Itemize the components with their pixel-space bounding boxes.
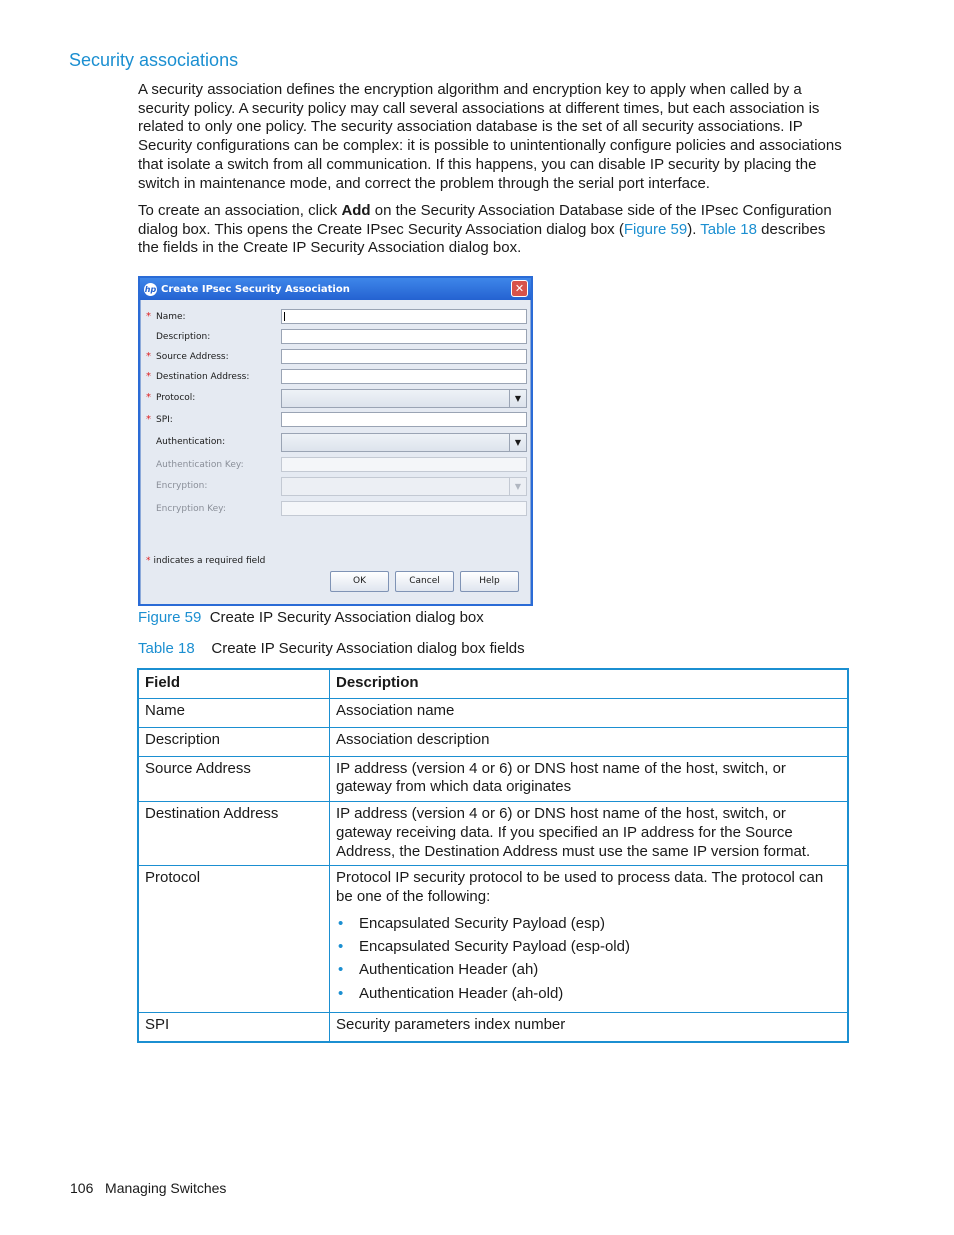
hp-logo-icon: hp (144, 284, 157, 294)
table-caption (138, 640, 525, 657)
chapter-title: Managing Switches (105, 1180, 227, 1196)
name-input[interactable] (281, 309, 527, 324)
close-button[interactable]: ✕ (511, 280, 528, 297)
table-row (138, 727, 848, 756)
chevron-down-icon[interactable]: ▼ (509, 434, 526, 451)
table-row (138, 756, 848, 801)
add-keyword: Add (341, 202, 371, 219)
field-cell: Description (138, 727, 330, 756)
authentication-key-input (281, 457, 527, 472)
field-cell: SPI (138, 1013, 330, 1042)
table-header-row (138, 669, 848, 698)
encryption-label: Encryption: (156, 481, 208, 491)
protocol-label: Protocol: (156, 393, 196, 403)
cancel-button[interactable]: Cancel (395, 571, 454, 592)
field-cell: Name (138, 698, 330, 727)
description-cell: Security parameters index number (330, 1013, 849, 1042)
description-cell: IP address (version 4 or 6) or DNS host name of the host, switch, or gateway from which data originates (330, 756, 849, 801)
field-row-authentication (141, 433, 530, 453)
required-star-icon: * (146, 414, 151, 425)
required-star-icon: * (146, 311, 151, 322)
description-label: Description: (156, 332, 211, 342)
p2-text-2: on the Security Association Database side of the IPsec Configuration dialog box. This opens the Create IPsec Security Association dialog box ( (138, 202, 832, 238)
source-address-input[interactable] (281, 349, 527, 364)
page-footer (70, 1180, 226, 1196)
p2-text-4: describes the fields in the Create IP Security Association dialog box. (138, 220, 826, 257)
section-title: Security associations (69, 50, 239, 70)
field-row-authentication-key (141, 456, 530, 476)
dialog-title-bar (140, 278, 531, 300)
text-cursor (284, 312, 285, 321)
table-row (138, 1013, 848, 1042)
protocol-description: Protocol IP security protocol to be used to process data. The protocol can be one of the following: (336, 869, 824, 905)
name-label: Name: (156, 312, 186, 322)
list-item: • Authentication Header (ah-old) (336, 985, 841, 1004)
figure-59-link[interactable]: Figure 59 (623, 220, 688, 238)
chevron-down-icon[interactable]: ▼ (509, 390, 526, 407)
field-row-spi (141, 411, 530, 431)
chevron-down-icon: ▼ (509, 478, 526, 495)
spi-input[interactable] (281, 412, 527, 427)
encryption-key-input (281, 501, 527, 516)
required-star-icon: * (146, 556, 151, 566)
field-cell: Protocol (138, 866, 330, 1013)
description-cell: Association description (330, 727, 849, 756)
encryption-select (281, 477, 527, 496)
description-cell (330, 866, 849, 1013)
authentication-key-label: Authentication Key: (156, 460, 244, 470)
header-description: Description (330, 669, 849, 698)
help-button[interactable]: Help (460, 571, 519, 592)
create-association-paragraph (138, 202, 850, 258)
description-input[interactable] (281, 329, 527, 344)
field-row-protocol (141, 389, 530, 409)
table-row (138, 698, 848, 727)
destination-address-input[interactable] (281, 369, 527, 384)
list-item: • Encapsulated Security Payload (esp-old) (336, 938, 841, 957)
header-field: Field (138, 669, 330, 698)
dialog-body (140, 300, 531, 604)
required-star-icon: * (146, 371, 151, 382)
p2-text-1: To create an association, click (138, 202, 342, 219)
required-note-text: indicates a required field (153, 556, 266, 566)
table-18-link[interactable]: Table 18 (700, 220, 757, 238)
list-item: • Encapsulated Security Payload (esp) (336, 915, 841, 934)
ok-button[interactable]: OK (330, 571, 389, 592)
protocol-select[interactable] (281, 389, 527, 408)
dialog-title: Create IPsec Security Association (161, 283, 350, 295)
authentication-label: Authentication: (156, 437, 226, 447)
field-row-name (141, 308, 530, 328)
table-caption-text: Create IP Security Association dialog box fields (211, 640, 525, 657)
spi-label: SPI: (156, 415, 173, 425)
field-row-destination-address (141, 368, 530, 388)
p2-text-3: ). (687, 220, 701, 238)
destination-address-label: Destination Address: (156, 372, 250, 382)
field-row-encryption (141, 477, 530, 497)
field-row-source-address (141, 348, 530, 368)
figure-caption (138, 609, 484, 626)
authentication-select[interactable] (281, 433, 527, 452)
figure-caption-text: Create IP Security Association dialog box (209, 609, 484, 626)
encryption-key-label: Encryption Key: (156, 504, 226, 514)
field-row-encryption-key (141, 500, 530, 520)
fields-table (137, 668, 849, 1043)
table-number: Table 18 (138, 640, 195, 657)
list-item: • Authentication Header (ah) (336, 961, 841, 980)
field-row-description (141, 328, 530, 348)
page-number: 106 (70, 1180, 94, 1196)
source-address-label: Source Address: (156, 352, 229, 362)
table-row (138, 802, 848, 866)
description-cell: IP address (version 4 or 6) or DNS host name of the host, switch, or gateway receiving data. If you specified an IP address for the Source Address, the Destination Address must use the same IP version format. (330, 802, 849, 866)
table-row (138, 866, 848, 1013)
create-ipsec-dialog (138, 276, 533, 606)
field-cell: Source Address (138, 756, 330, 801)
field-cell: Destination Address (138, 802, 330, 866)
required-field-note (146, 556, 265, 566)
required-star-icon: * (146, 351, 151, 362)
figure-number: Figure 59 (138, 609, 202, 626)
required-star-icon: * (146, 392, 151, 403)
intro-paragraph: A security association defines the encryption algorithm and encryption key to apply when called by a security policy. A security policy may call several associations at different times, but each association is related to only one policy. The security association database is the set of all security associations. IP Security configurations can be complex: it is possible to unintentionally configure policies and associations that isolate a switch from all communication. If this happens, you can disable IP security by placing the switch in maintenance mode, and correct the problem through the serial port interface. (138, 81, 842, 192)
protocol-options-list (336, 915, 841, 1004)
description-cell: Association name (330, 698, 849, 727)
